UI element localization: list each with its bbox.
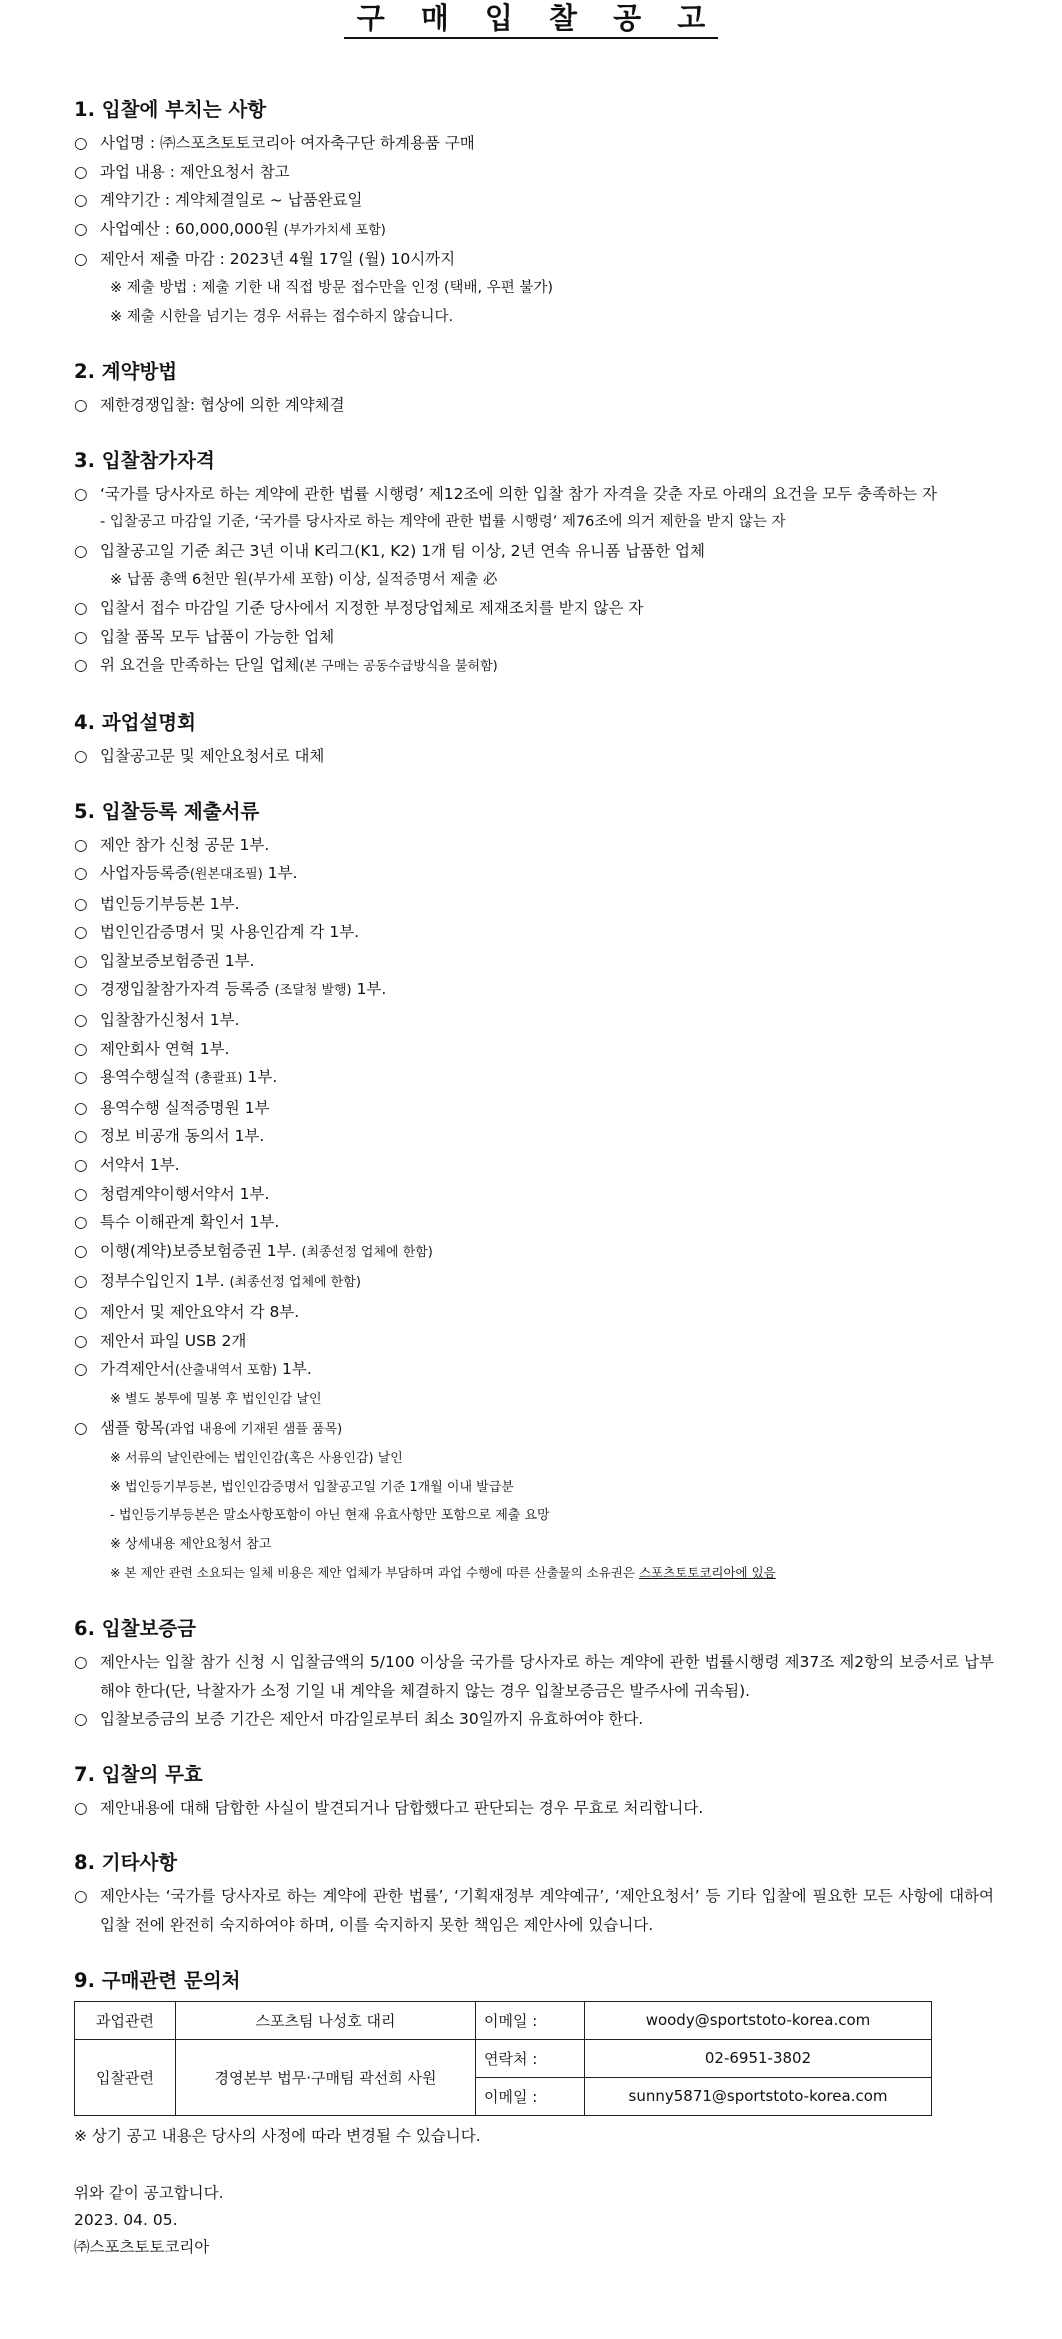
bullet-circle: ○ [74, 541, 88, 560]
footer [74, 2180, 994, 2261]
bullet-circle: ○ [74, 1303, 88, 1321]
section-bid-items [74, 96, 994, 331]
bullet-circle: ○ [74, 1887, 88, 1906]
section-contract-method [74, 358, 994, 420]
table-cell: 입찰관련 [75, 2039, 176, 2115]
section-contact [74, 1967, 994, 2151]
table-cell: 이메일 : [476, 2001, 585, 2039]
list-item: ○ 특수 이해관계 확인서 1부. [74, 1208, 994, 1237]
note-line: ※ 제출 시한을 넘기는 경우 서류는 접수하지 않습니다. [110, 308, 454, 325]
list-item: ○ 용역수행실적 (총괄표) 1부. [74, 1063, 994, 1094]
list-item: ○ 용역수행 실적증명원 1부 [74, 1094, 994, 1123]
section-title: 6. 입찰보증금 [74, 1616, 196, 1640]
bullet-circle: ○ [74, 746, 88, 765]
list-item: ○ 입찰참가신청서 1부. [74, 1006, 994, 1035]
note-line: ※ 제출 방법 : 제출 기한 내 직접 방문 접수만을 인정 (택배, 우편 불가) [110, 279, 554, 296]
section-title: 5. 입찰등록 제출서류 [74, 799, 260, 823]
list-item: ○ 입찰보증금의 보증 기간은 제안서 마감일로부터 최소 30일까지 유효하여야 한다. [74, 1705, 994, 1734]
bullet-circle: ○ [74, 627, 88, 646]
table-cell: 과업관련 [75, 2001, 176, 2039]
bullet-circle: ○ [74, 219, 88, 238]
bullet-circle: ○ [74, 1360, 88, 1379]
bullet-circle: ○ [74, 1127, 88, 1146]
bullet-circle: ○ [74, 1184, 88, 1203]
phone-number: 02-6951-3802 [585, 2039, 932, 2077]
list-item: ○ 입찰 품목 모두 납품이 가능한 업체 [74, 623, 994, 652]
contact-table [74, 2001, 932, 2116]
list-item: ○ 제안사는 입찰 참가 신청 시 입찰금액의 5/100 이상을 국가를 당사자로 하는 계약에 관한 법률시행령 제37조 제2항의 보증서로 납부해야 한다(단, 낙찰자가 소정 기일 내 계약을 체결하지 않는 경우 입찰보증금은 발주사에 귀속됨). [74, 1648, 994, 1705]
table-row [75, 2001, 932, 2039]
change-notice: ※ 상기 공고 내용은 당사의 사정에 따라 변경될 수 있습니다. [74, 2126, 481, 2145]
list-item: ○ 샘플 항목(과업 내용에 기재된 샘플 품목) [74, 1414, 994, 1445]
list-item: ○ 계약기간 : 계약체결일로 ~ 납품완료일 [74, 186, 994, 215]
note-line: ※ 서류의 날인란에는 법인인감(혹은 사용인감) 날인 [110, 1450, 403, 1466]
bullet-circle: ○ [74, 134, 88, 152]
note-line: ※ 상세내용 제안요청서 참고 [110, 1536, 272, 1552]
footer-company: ㈜스포츠토토코리아 [74, 2238, 210, 2257]
list-item: ○ 제안서 제출 마감 : 2023년 4월 17일 (월) 10시까지 [74, 245, 994, 274]
email-link[interactable]: woody@sportstoto-korea.com [585, 2001, 932, 2039]
email-link[interactable]: sunny5871@sportstoto-korea.com [585, 2077, 932, 2115]
list-item: ○ 제안내용에 대해 담합한 사실이 발견되거나 담합했다고 판단되는 경우 무효로 처리합니다. [74, 1794, 994, 1823]
list-item: ○ ‘국가를 당사자로 하는 계약에 관한 법률 시행령’ 제12조에 의한 입찰 참가 자격을 갖춘 자로 아래의 요건을 모두 충족하는 자 [74, 480, 994, 509]
bullet-circle: ○ [74, 951, 88, 970]
bullet-circle: ○ [74, 1419, 88, 1438]
note-line: - 입찰공고 마감일 기준, ‘국가를 당사자로 하는 계약에 관한 법률 시행령’ 제76조에 의거 제한을 받지 않는 자 [100, 514, 786, 531]
table-row [75, 2039, 932, 2077]
list-item: ○ 사업자등록증(원본대조필) 1부. [74, 859, 994, 890]
list-item: ○ 가격제안서(산출내역서 포함) 1부. [74, 1355, 994, 1386]
list-item: ○ 입찰공고문 및 제안요청서로 대체 [74, 742, 994, 771]
list-item: ○ 사업명 : ㈜스포츠토토코리아 여자축구단 하계용품 구매 [74, 129, 994, 158]
document-title: 구 매 입 찰 공 고 [0, 0, 1062, 36]
document-body [74, 96, 994, 2261]
bullet-circle: ○ [74, 1241, 88, 1260]
list-item: ○ 사업예산 : 60,000,000원 (부가가치세 포함) [74, 215, 994, 246]
bullet-circle: ○ [74, 1098, 88, 1117]
section-documents [74, 798, 994, 1588]
bullet-circle: ○ [74, 1798, 88, 1817]
note-line: ※ 법인등기부등본, 법인인감증명서 입찰공고일 기준 1개월 이내 발급분 [110, 1479, 514, 1495]
section-bid-deposit [74, 1615, 994, 1734]
list-item: ○ 입찰보증보험증권 1부. [74, 947, 994, 976]
bullet-circle: ○ [74, 191, 88, 210]
section-invalid-bid [74, 1761, 994, 1823]
bullet-circle: ○ [74, 1652, 88, 1671]
list-item: ○ 서약서 1부. [74, 1151, 994, 1180]
bullet-circle: ○ [74, 396, 88, 415]
list-item: ○ 입찰공고일 기준 최근 3년 이내 K리그(K1, K2) 1개 팀 이상, 2년 연속 유니폼 납품한 업체 [74, 537, 994, 566]
list-item: ○ 제안 참가 신청 공문 1부. [74, 831, 994, 860]
bullet-circle: ○ [74, 980, 88, 999]
list-item: ○ 경쟁입찰참가자격 등록증 (조달청 발행) 1부. [74, 975, 994, 1006]
footer-statement: 위와 같이 공고합니다. [74, 2184, 224, 2203]
list-item: ○ 청렴계약이행서약서 1부. [74, 1180, 994, 1209]
bullet-circle: ○ [74, 484, 88, 503]
note-line: - 법인등기부등본은 말소사항포함이 아닌 현재 유효사항만 포함으로 제출 요망 [110, 1508, 550, 1524]
bullet-circle: ○ [74, 1156, 88, 1175]
list-item: ○ 정보 비공개 동의서 1부. [74, 1122, 994, 1151]
section-briefing [74, 709, 994, 771]
bullet-circle: ○ [74, 656, 88, 675]
section-qualification [74, 447, 994, 682]
section-title: 1. 입찰에 부치는 사항 [74, 98, 267, 121]
table-cell: 이메일 : [476, 2077, 585, 2115]
section-title: 4. 과업설명회 [74, 710, 196, 734]
table-cell: 연락처 : [476, 2039, 585, 2077]
list-item: ○ 과업 내용 : 제안요청서 참고 [74, 158, 994, 187]
list-item: ○ 제안서 파일 USB 2개 [74, 1327, 994, 1356]
note-line: ※ 별도 봉투에 밀봉 후 법인인감 날인 [110, 1391, 322, 1407]
bullet-circle: ○ [74, 835, 88, 854]
section-title: 8. 기타사항 [74, 1851, 178, 1875]
list-item: ○ 입찰서 접수 마감일 기준 당사에서 지정한 부정당업체로 제재조치를 받지 않은 자 [74, 594, 994, 623]
table-cell: 스포츠팀 나성호 대리 [176, 2001, 476, 2039]
note-line: ※ 본 제안 관련 소요되는 일체 비용은 제안 업체가 부담하며 과업 수행에 따른 산출물의 소유권은 스포츠토토코리아에 있음 [110, 1565, 776, 1581]
section-other [74, 1849, 994, 1939]
bullet-circle: ○ [74, 923, 88, 942]
bullet-circle: ○ [74, 864, 88, 883]
table-cell: 경영본부 법무·구매팀 곽선희 사원 [176, 2039, 476, 2115]
bullet-circle: ○ [74, 250, 88, 269]
list-item: ○ 위 요건을 만족하는 단일 업체(본 구매는 공동수급방식을 불허함) [74, 651, 994, 682]
section-title: 7. 입찰의 무효 [74, 1762, 203, 1786]
note-line: ※ 납품 총액 6천만 원(부가세 포함) 이상, 실적증명서 제출 必 [110, 571, 498, 588]
list-item: ○ 이행(계약)보증보험증권 1부. (최종선정 업체에 한함) [74, 1237, 994, 1268]
bullet-circle: ○ [74, 894, 88, 913]
bullet-circle: ○ [74, 599, 88, 618]
bullet-circle: ○ [74, 1011, 88, 1030]
bullet-circle: ○ [74, 1272, 88, 1291]
section-title: 9. 구매관련 문의처 [74, 1968, 241, 1992]
bullet-circle: ○ [74, 1331, 88, 1350]
list-item: ○ 법인인감증명서 및 사용인감계 각 1부. [74, 918, 994, 947]
list-item: ○ 제안사는 ‘국가를 당사자로 하는 계약에 관한 법률’, ‘기획재정부 계약예규’, ‘제안요청서’ 등 기타 입찰에 필요한 모든 사항에 대하여 입찰 전에 완전히 숙지하여야 하며, 이를 숙지하지 못한 책임은 제안사에 있습니다. [74, 1882, 994, 1939]
list-item: ○ 제안서 및 제안요약서 각 8부. [74, 1298, 994, 1327]
section-title: 3. 입찰참가자격 [74, 448, 215, 472]
bullet-circle: ○ [74, 1039, 88, 1058]
list-item: ○ 정부수입인지 1부. (최종선정 업체에 한함) [74, 1267, 994, 1298]
bullet-circle: ○ [74, 162, 88, 181]
list-item: ○ 제안회사 연혁 1부. [74, 1035, 994, 1064]
list-item: ○ 제한경쟁입찰: 협상에 의한 계약체결 [74, 391, 994, 420]
list-item: ○ 법인등기부등본 1부. [74, 890, 994, 919]
bullet-circle: ○ [74, 1213, 88, 1232]
section-title: 2. 계약방법 [74, 360, 178, 384]
bullet-circle: ○ [74, 1710, 88, 1729]
footer-date: 2023. 04. 05. [74, 2211, 178, 2230]
bullet-circle: ○ [74, 1068, 88, 1087]
